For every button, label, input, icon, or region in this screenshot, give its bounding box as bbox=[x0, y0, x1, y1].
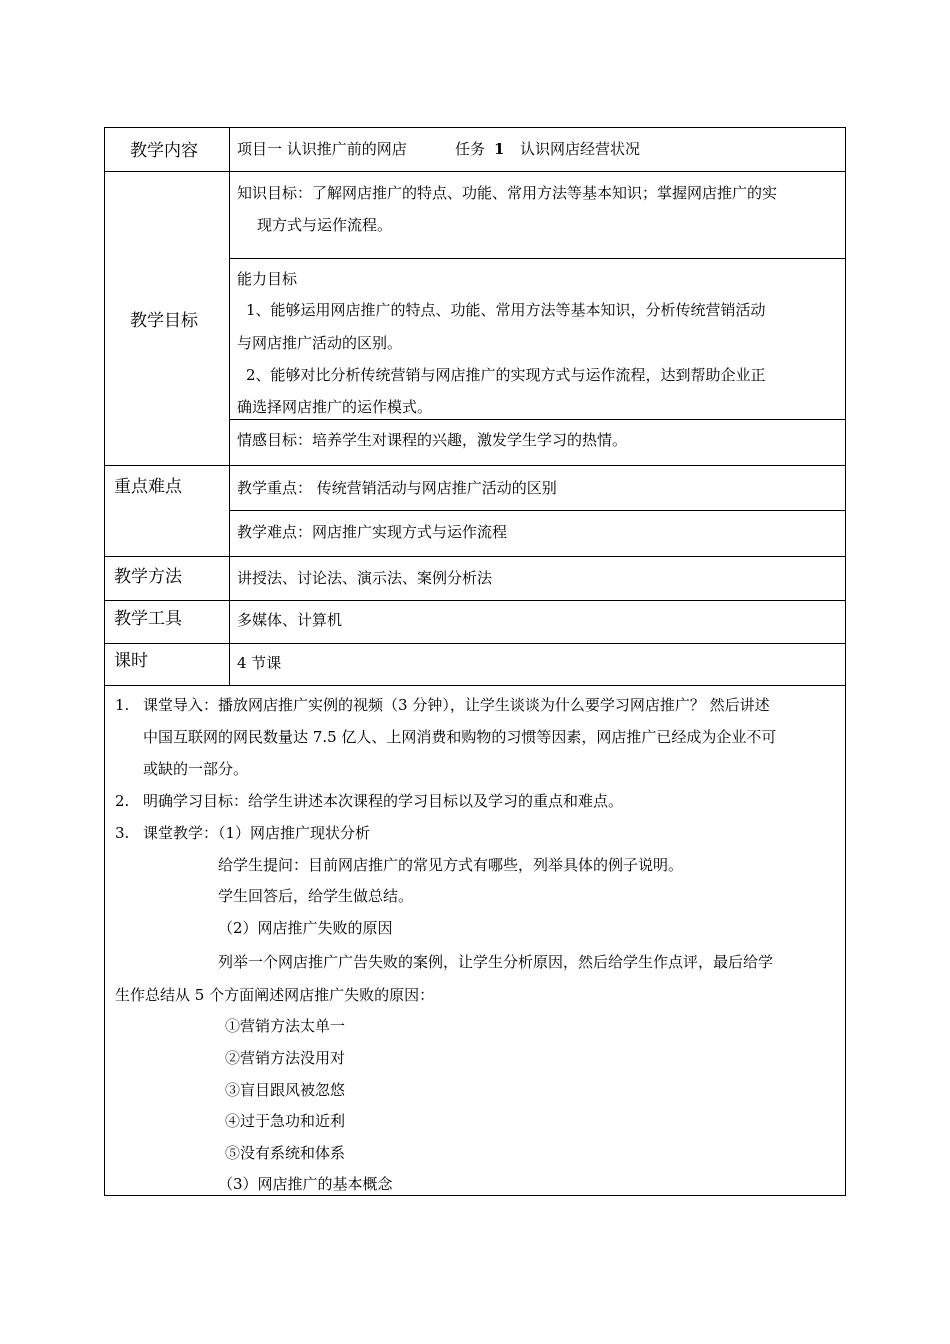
cell-divider bbox=[229, 510, 846, 511]
row-divider bbox=[104, 465, 846, 466]
label-objectives: 教学目标 bbox=[130, 311, 198, 331]
teaching-method: 讲授法、讨论法、演示法、案例分析法 bbox=[237, 569, 493, 587]
lesson-plan-table bbox=[104, 127, 846, 1196]
knowledge-objective-cont: 现方式与运作流程。 bbox=[257, 216, 393, 234]
cell-divider bbox=[229, 419, 846, 420]
ability-objective-title: 能力目标 bbox=[237, 270, 298, 288]
row-divider bbox=[104, 556, 846, 557]
course-project: 项目一 认识推广前的网店 bbox=[237, 140, 407, 158]
list-number: 2. bbox=[115, 792, 130, 810]
failure-reason: ①营销方法太单一 bbox=[225, 1017, 346, 1035]
list-number: 1. bbox=[115, 696, 130, 714]
failure-reason: ③盲目跟风被忽悠 bbox=[225, 1081, 346, 1099]
label-method: 教学方法 bbox=[114, 567, 182, 587]
process-sub-text: 列举一个网店推广广告失败的案例，让学生分析原因，然后给学生作点评，最后给学 bbox=[218, 953, 774, 971]
row-divider bbox=[104, 685, 846, 686]
label-tools: 教学工具 bbox=[114, 609, 182, 629]
row-divider bbox=[104, 600, 846, 601]
label-hours: 课时 bbox=[114, 651, 148, 671]
failure-reason: ⑤没有系统和体系 bbox=[225, 1144, 346, 1162]
process-sub-heading: （3）网店推广的基本概念 bbox=[218, 1175, 393, 1193]
process-item-3: 课堂教学：（1）网店推广现状分析 bbox=[143, 824, 371, 842]
teaching-tools: 多媒体、计算机 bbox=[237, 611, 343, 629]
ability-objective-2-cont: 确选择网店推广的运作模式。 bbox=[237, 398, 433, 416]
row-divider bbox=[104, 171, 846, 172]
process-sub-text-cont: 生作总结从 5 个方面阐述网店推广失败的原因： bbox=[115, 986, 435, 1004]
list-number: 3. bbox=[115, 824, 130, 842]
failure-reason: ④过于急功和近利 bbox=[225, 1112, 346, 1130]
ability-objective-1: 1、能够运用网店推广的特点、功能、常用方法等基本知识，分析传统营销活动 bbox=[246, 301, 766, 319]
process-item-1-cont: 或缺的一部分。 bbox=[143, 760, 249, 778]
knowledge-objective: 知识目标：了解网店推广的特点、功能、常用方法等基本知识；掌握网店推广的实 bbox=[237, 184, 778, 202]
course-task-prefix: 任务 bbox=[455, 140, 486, 158]
row-divider bbox=[104, 643, 846, 644]
label-content: 教学内容 bbox=[130, 141, 198, 161]
teaching-focus: 教学重点： 传统营销活动与网店推广活动的区别 bbox=[237, 479, 557, 497]
class-hours: 4 节课 bbox=[237, 654, 282, 672]
process-item-1-cont: 中国互联网的网民数量达 7.5 亿人、上网消费和购物的习惯等因素，网店推广已经成为企业不可 bbox=[143, 728, 777, 746]
ability-objective-2: 2、能够对比分析传统营销与网店推广的实现方式与运作流程，达到帮助企业正 bbox=[246, 366, 766, 384]
course-task-title: 认识网店经营状况 bbox=[520, 140, 641, 158]
ability-objective-1-cont: 与网店推广活动的区别。 bbox=[237, 334, 403, 352]
teaching-difficulty: 教学难点：网店推广实现方式与运作流程 bbox=[237, 523, 508, 541]
process-sub-heading: （2）网店推广失败的原因 bbox=[218, 919, 393, 937]
course-task-number: 1 bbox=[494, 140, 505, 158]
process-sub-text: 给学生提问：目前网店推广的常见方式有哪些，列举具体的例子说明。 bbox=[218, 856, 684, 874]
column-divider bbox=[229, 127, 230, 685]
failure-reason: ②营销方法没用对 bbox=[225, 1049, 346, 1067]
cell-divider bbox=[229, 258, 846, 259]
process-item-1: 课堂导入：播放网店推广实例的视频（3 分钟），让学生谈谈为什么要学习网店推广？ 然后讲述 bbox=[143, 696, 770, 714]
process-sub-text: 学生回答后，给学生做总结。 bbox=[218, 887, 414, 905]
process-item-2: 明确学习目标：给学生讲述本次课程的学习目标以及学习的重点和难点。 bbox=[143, 792, 624, 810]
label-keypoints: 重点难点 bbox=[114, 477, 182, 497]
emotion-objective: 情感目标：培养学生对课程的兴趣，激发学生学习的热情。 bbox=[237, 431, 628, 449]
